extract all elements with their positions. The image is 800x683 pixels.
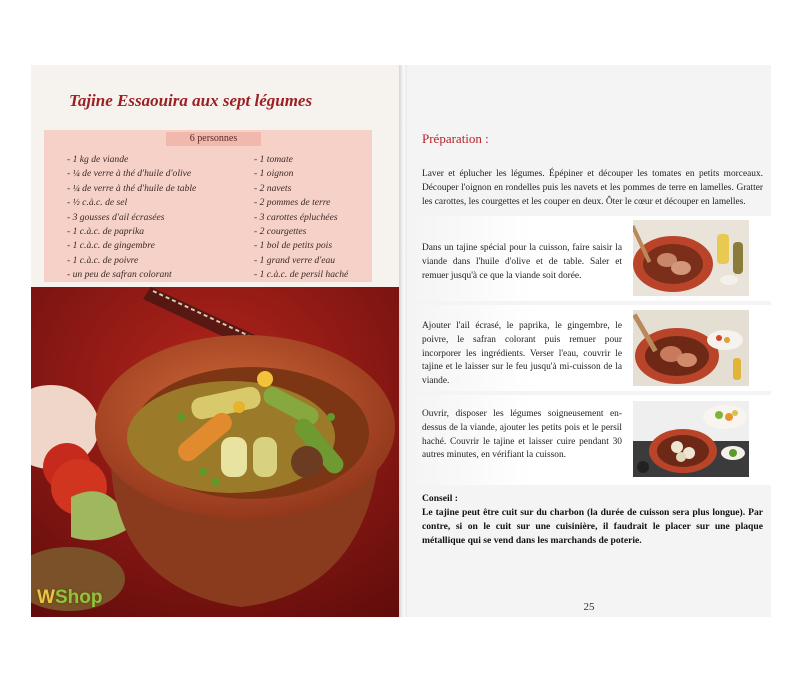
page-number: 25 <box>583 601 595 613</box>
ingredient-item: - 1 tomate <box>254 154 293 165</box>
logo-shop-text: Shop <box>54 587 103 608</box>
ingredient-item: - 1 c.à.c. de poivre <box>67 254 139 266</box>
preparation-step-2 <box>407 305 771 391</box>
ingredients-column-2 <box>254 153 348 283</box>
step-2-text: Ajouter l'ail écrasé, le paprika, le gingembre, le poivre, le safran colorant puis remuer pour incorporer les ingrédients. Verser l'eau, couvrir le tajine et le laisser sur le feu jusqu'à mi-cuisson de la viande. <box>422 321 622 387</box>
book-spine <box>399 65 407 617</box>
step-1-photo <box>633 220 749 296</box>
ingredient-item: - 2 navets <box>254 182 292 194</box>
ingredient-item: - 1 bol de petits pois <box>254 240 333 252</box>
ingredient-item: - 1 kg de viande <box>67 154 129 165</box>
left-page <box>31 65 399 617</box>
ingredient-item: - un peu de safran colorant <box>67 269 172 281</box>
preparation-intro: Laver et éplucher les légumes. Épépiner et découper les tomates en petits morceaux. Découper l'oignon en rondelles puis les navets et les pommes de terre en lamelles. Gratter les carottes, les courgettes et les couper en deux. Ôter le cœur et découper en lamelles. <box>422 169 763 207</box>
site-logo[interactable] <box>37 587 102 609</box>
servings-label: 6 personnes <box>166 132 261 146</box>
preparation-step-3 <box>407 395 771 485</box>
ingredient-item: - ¼ de verre à thé d'huile d'olive <box>67 168 192 180</box>
ingredient-item: - 3 gousses d'ail écrasées <box>67 211 165 223</box>
recipe-title: Tajine Essaouira aux sept légumes <box>69 91 313 110</box>
step-3-photo <box>633 401 749 477</box>
ingredients-box <box>44 130 372 282</box>
ingredient-item: - 1 c.à.c. de gingembre <box>67 240 155 252</box>
step-2-photo <box>633 310 749 386</box>
ingredient-item: - 1 grand verre d'eau <box>254 254 336 266</box>
tip-text: Le tajine peut être cuit sur du charbon (la durée de cuisson sera plus longue). Par contre, si on le cuit sur une cuisinière, il faudrait le placer sur une plaque métallique qui se vend dans les marchands de poterie. <box>422 507 763 546</box>
tajine-dish-photo <box>31 287 399 617</box>
preparation-step-1 <box>407 216 771 301</box>
right-page <box>407 65 771 617</box>
step-1-text: Dans un tajine spécial pour la cuisson, faire saisir la viande dans l'huile d'olive et de table. Saler et remuer jusqu'à ce que la viande soit dorée. <box>422 243 622 281</box>
logo-w: W <box>37 587 55 608</box>
ingredient-item: - 2 pommes de terre <box>254 197 331 209</box>
ingredient-item: - 1 oignon <box>254 168 294 180</box>
preparation-title: Préparation : <box>422 131 489 146</box>
ingredient-item: - ½ c.à.c. de sel <box>67 197 128 209</box>
ingredient-item: - 1 c.à.c. de paprika <box>67 226 144 238</box>
ingredient-item: - 2 courgettes <box>254 226 307 238</box>
step-3-text: Ouvrir, disposer les légumes soigneusement en-dessus de la viande, ajouter les petits pois et le persil haché. Couvrir le tajine et laisser cuire pendant 30 autres minutes, en vérifiant la cuisson. <box>422 409 622 461</box>
ingredients-column-1 <box>67 153 196 283</box>
ingredient-item: - ¼ de verre à thé d'huile de table <box>67 182 197 194</box>
tip-label: Conseil : <box>422 493 458 504</box>
ingredient-item: - 1 c.à.c. de persil haché <box>254 269 349 281</box>
ingredient-item: - 3 carottes épluchées <box>254 211 338 223</box>
